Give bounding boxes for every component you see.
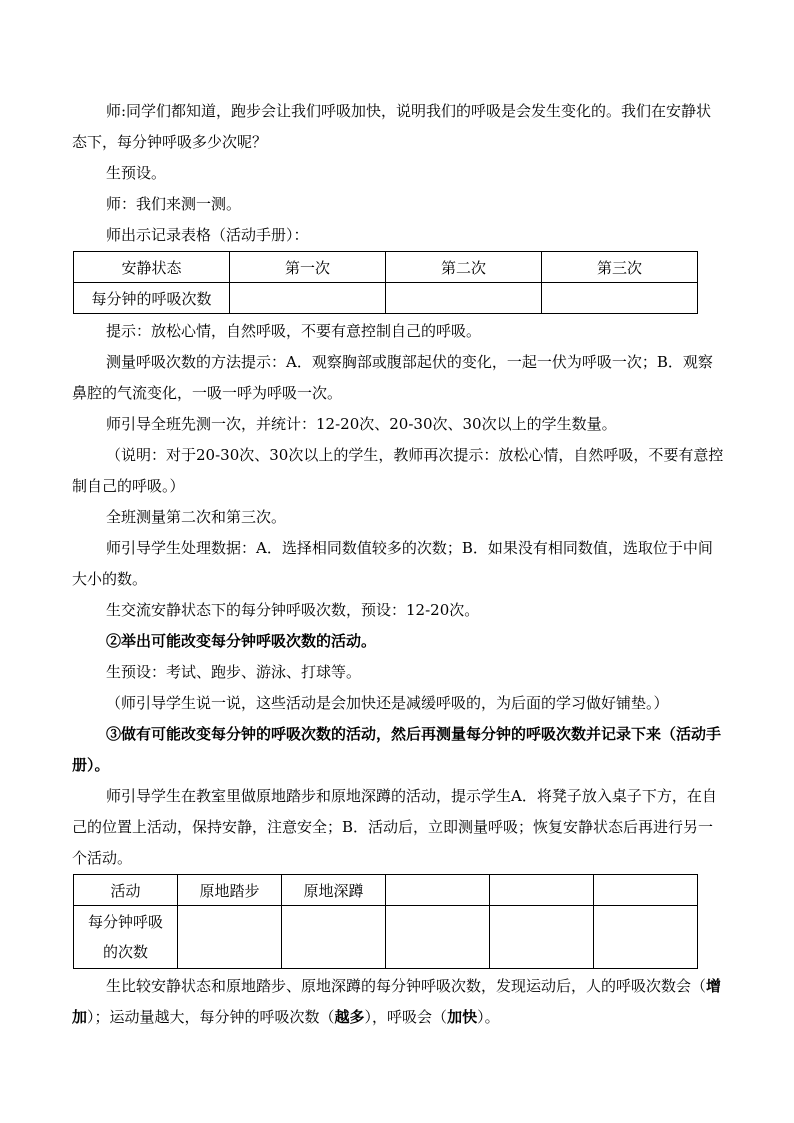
activity-breathing-table [73, 874, 698, 969]
table-cell [490, 906, 594, 969]
conclusion-paragraph [72, 971, 724, 1033]
table-row [74, 906, 698, 969]
paragraph: 师：我们来测一测。 [106, 195, 242, 213]
paragraph: （说明：对于20-30次、30次以上的学生，教师再次提示：放松心情，自然呼吸，不要有意控制自己的呼吸。） [72, 446, 724, 495]
paragraph: （师引导学生说一说，这些活动是会加快还是减缓呼吸的，为后面的学习做好铺垫。） [106, 694, 669, 712]
table-cell [282, 906, 386, 969]
table-cell: 第一次 [230, 252, 386, 283]
table-cell: 每分钟的呼吸次数 [74, 283, 230, 314]
table-cell: 每分钟呼吸的次数 [74, 906, 178, 969]
paragraph: 师:同学们都知道，跑步会让我们呼吸加快，说明我们的呼吸是会发生变化的。我们在安静状态下，每分钟呼吸多少次呢？ [72, 102, 712, 151]
table-cell [594, 906, 698, 969]
paragraph: 师引导全班先测一次，并统计：12-20次、20-30次、30次以上的学生数量。 [106, 415, 617, 433]
table-cell [594, 875, 698, 906]
conclusion-text: ）；运动量越大，每分钟的呼吸次数（ [87, 1008, 335, 1026]
table-cell: 原地踏步 [178, 875, 282, 906]
paragraph: 生交流安静状态下的每分钟呼吸次数，预设：12-20次。 [106, 601, 480, 619]
paragraph: 生预设。 [106, 164, 167, 182]
conclusion-text: ）。 [477, 1008, 500, 1026]
table-cell: 原地深蹲 [282, 875, 386, 906]
table-cell [542, 283, 698, 314]
conclusion-text: 生比较安静状态和原地踏步、原地深蹲的每分钟呼吸次数，发现运动后，人的呼吸次数会（ [106, 977, 707, 995]
rest-breathing-table [73, 251, 698, 314]
table-cell [178, 906, 282, 969]
conclusion-text: ），呼吸会（ [364, 1008, 448, 1026]
table-cell: 安静状态 [74, 252, 230, 283]
table-cell: 第三次 [542, 252, 698, 283]
paragraph: 提示：放松心情，自然呼吸，不要有意控制自己的呼吸。 [106, 322, 482, 340]
paragraph: 测量呼吸次数的方法提示：A．观察胸部或腹部起伏的变化，一起一伏为呼吸一次；B．观察鼻腔的气流变化，一吸一呼为呼吸一次。 [72, 353, 713, 402]
table-cell [386, 283, 542, 314]
table-cell [230, 283, 386, 314]
table-cell: 活动 [74, 875, 178, 906]
table-cell [490, 875, 594, 906]
answer-more: 越多 [334, 1008, 365, 1026]
paragraph: 师引导学生处理数据：A．选择相同数值较多的次数；B．如果没有相同数值，选取位于中间大小的数。 [72, 539, 713, 588]
paragraph: 师引导学生在教室里做原地踏步和原地深蹲的活动，提示学生A．将凳子放入桌子下方，在自己的位置上活动，保持安静，注意安全；B．活动后，立即测量呼吸；恢复安静状态后再进行另一个活动。 [72, 787, 717, 867]
section-heading: ②举出可能改变每分钟呼吸次数的活动。 [106, 632, 377, 650]
paragraph: 全班测量第二次和第三次。 [106, 508, 287, 526]
answer-faster: 加快 [447, 1008, 478, 1026]
table-row [74, 283, 698, 314]
table-cell: 第二次 [386, 252, 542, 283]
table-cell [386, 875, 490, 906]
document-page [72, 96, 724, 1033]
answer-increase: 增加 [72, 977, 722, 1026]
table-header-row [74, 252, 698, 283]
paragraph: 师出示记录表格（活动手册）： [106, 226, 309, 244]
paragraph: 生预设：考试、跑步、游泳、打球等。 [106, 663, 362, 681]
table-header-row [74, 875, 698, 906]
table-cell [386, 906, 490, 969]
section-heading: ③做有可能改变每分钟的呼吸次数的活动，然后再测量每分钟的呼吸次数并记录下来（活动手册）。 [72, 725, 722, 774]
